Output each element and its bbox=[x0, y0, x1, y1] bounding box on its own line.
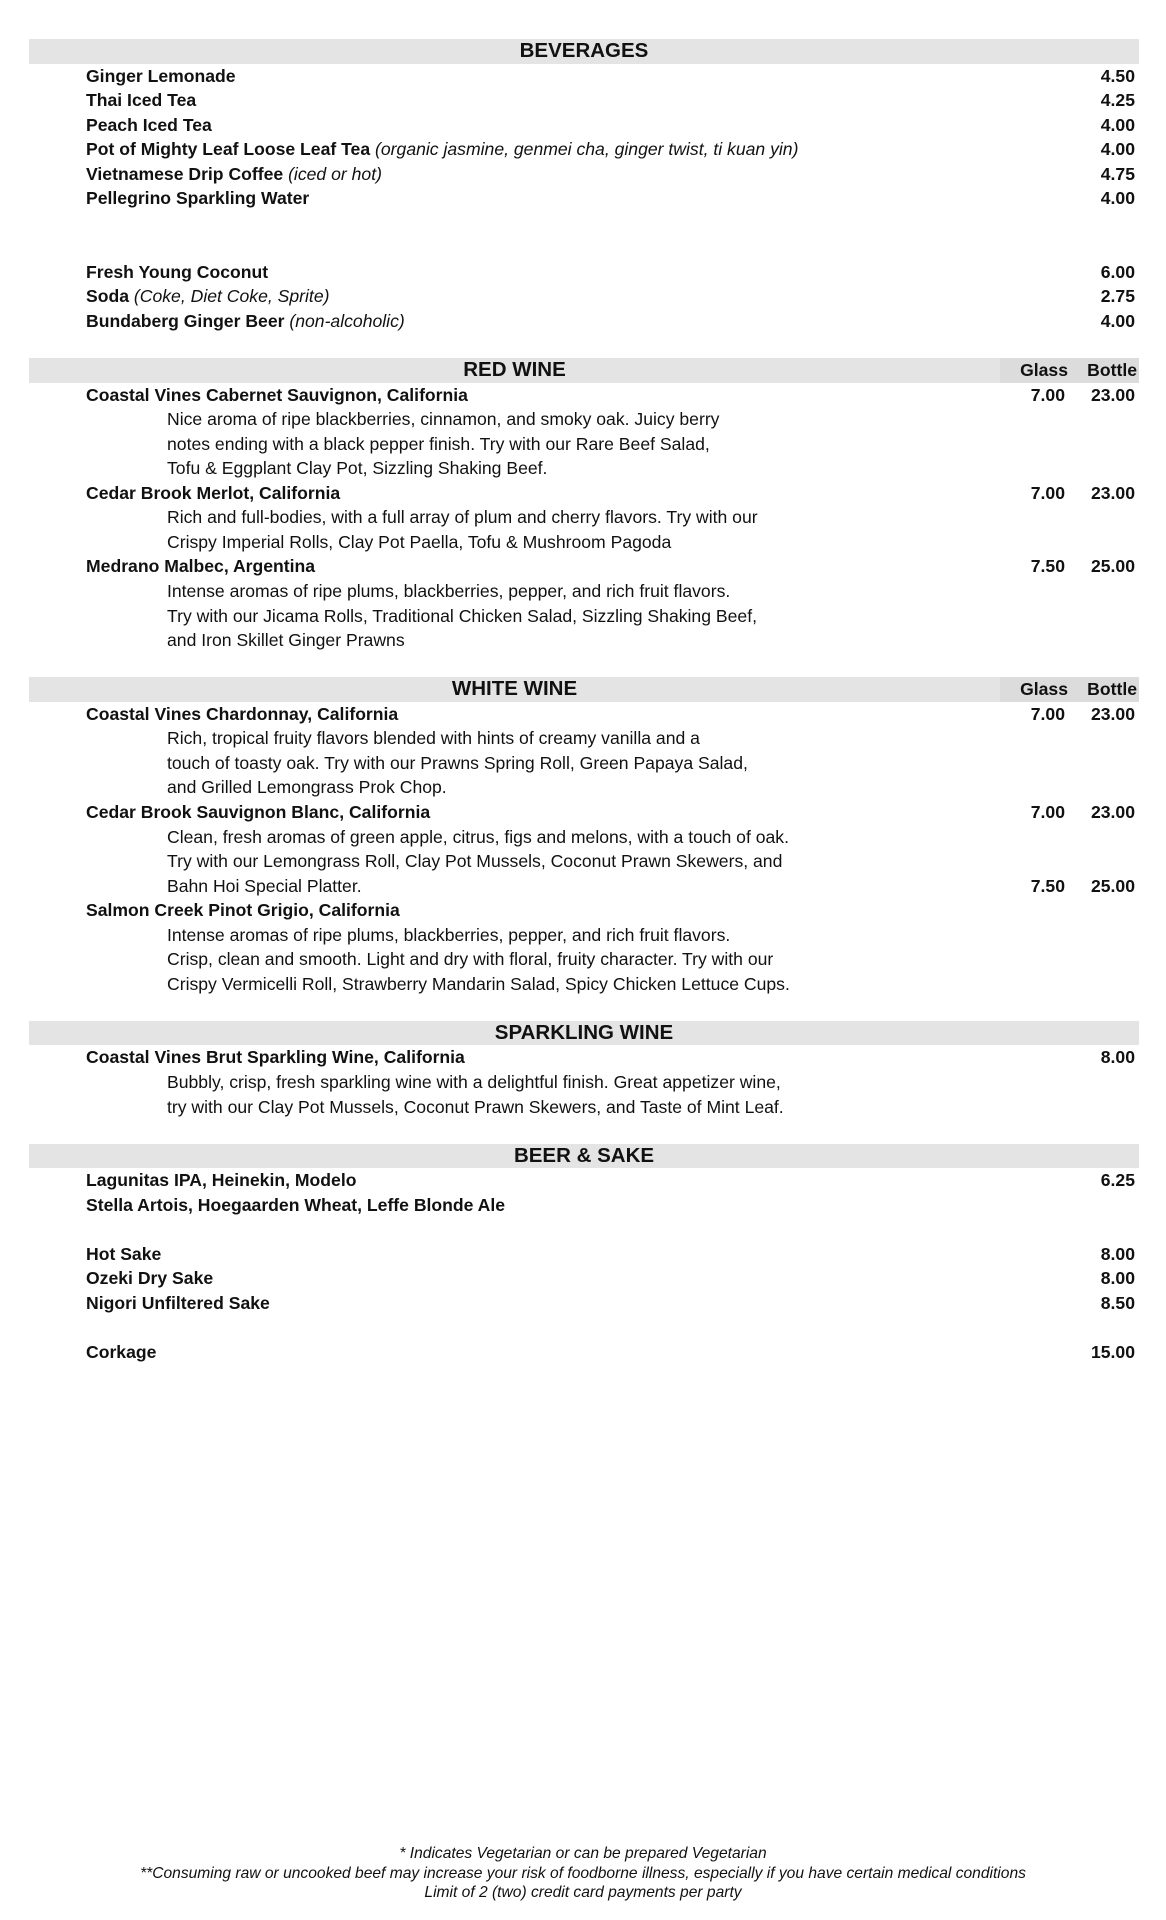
item-description-line bbox=[0, 923, 1166, 948]
description-text: try with our Clay Pot Mussels, Coconut Prawn Skewers, and Taste of Mint Leaf. bbox=[167, 1096, 784, 1117]
item-name-text: Stella Artois, Hoegaarden Wheat, Leffe Blonde Ale bbox=[86, 1194, 506, 1215]
glass-price: 7.50 bbox=[1030, 875, 1065, 896]
glass-column-header: Glass bbox=[1020, 679, 1068, 700]
price: 4.00 bbox=[1100, 114, 1135, 135]
item-name-text: Corkage bbox=[86, 1341, 157, 1362]
section-header bbox=[29, 1021, 1139, 1046]
item-name bbox=[86, 554, 315, 579]
item-description-line bbox=[0, 849, 1166, 874]
description-text: Rich and full-bodies, with a full array of plum and cherry flavors. Try with our bbox=[167, 507, 758, 528]
menu-item bbox=[0, 1340, 1166, 1365]
section-header bbox=[29, 358, 1139, 383]
spacer bbox=[0, 996, 1166, 1021]
menu-item bbox=[0, 481, 1166, 506]
menu-item bbox=[0, 1266, 1166, 1291]
item-description-line bbox=[0, 579, 1166, 604]
item-name-text: Bundaberg Ginger Beer bbox=[86, 311, 285, 332]
bottle-price: 25.00 bbox=[1090, 875, 1135, 896]
menu-item bbox=[0, 260, 1166, 285]
description-text: Nice aroma of ripe blackberries, cinnamon, and smoky oak. Juicy berry bbox=[167, 409, 720, 430]
spacer bbox=[0, 334, 1166, 359]
item-name bbox=[86, 260, 268, 285]
item-name bbox=[86, 88, 196, 113]
menu-item bbox=[0, 1193, 1166, 1218]
item-name bbox=[86, 1291, 270, 1316]
spacer bbox=[0, 211, 1166, 236]
menu-item bbox=[0, 309, 1166, 334]
description-text: Try with our Jicama Rolls, Traditional Chicken Salad, Sizzling Shaking Beef, bbox=[167, 605, 757, 626]
footer-notes bbox=[0, 1844, 1166, 1903]
menu-item bbox=[0, 1242, 1166, 1267]
item-name-text: Ozeki Dry Sake bbox=[86, 1268, 214, 1289]
spacer bbox=[0, 1217, 1166, 1242]
item-name bbox=[86, 284, 329, 309]
item-description-line bbox=[0, 456, 1166, 481]
item-note: (iced or hot) bbox=[288, 163, 382, 184]
description-text: Crisp, clean and smooth. Light and dry with floral, fruity character. Try with our bbox=[167, 949, 774, 970]
menu-item bbox=[0, 1291, 1166, 1316]
item-name-text: Lagunitas IPA, Heinekin, Modelo bbox=[86, 1170, 357, 1191]
item-name-text: Salmon Creek Pinot Grigio, California bbox=[86, 900, 400, 921]
menu-item bbox=[0, 1168, 1166, 1193]
menu-item bbox=[0, 88, 1166, 113]
item-description-line bbox=[0, 407, 1166, 432]
item-name-text: Pot of Mighty Leaf Loose Leaf Tea bbox=[86, 139, 371, 160]
menu-item bbox=[0, 1045, 1166, 1070]
item-name bbox=[86, 481, 340, 506]
glass-price: 7.00 bbox=[1030, 703, 1065, 724]
item-description-line bbox=[0, 432, 1166, 457]
description-text: Try with our Lemongrass Roll, Clay Pot Mussels, Coconut Prawn Skewers, and bbox=[167, 851, 783, 872]
menu-item bbox=[0, 898, 1166, 923]
description-text: Tofu & Eggplant Clay Pot, Sizzling Shaking Beef. bbox=[167, 458, 548, 479]
spacer bbox=[0, 1119, 1166, 1144]
item-name-text: Cedar Brook Sauvignon Blanc, California bbox=[86, 801, 431, 822]
section-title: BEER & SAKE bbox=[513, 1143, 655, 1167]
glass-price: 7.00 bbox=[1030, 384, 1065, 405]
glass-price: 7.50 bbox=[1030, 556, 1065, 577]
item-name bbox=[86, 1340, 156, 1365]
description-text: and Iron Skillet Ginger Prawns bbox=[167, 630, 405, 651]
glass-price: 7.00 bbox=[1030, 482, 1065, 503]
item-description-line bbox=[0, 628, 1166, 653]
bottle-price: 25.00 bbox=[1090, 556, 1135, 577]
description-text: Crispy Imperial Rolls, Clay Pot Paella, Tofu & Mushroom Pagoda bbox=[167, 531, 672, 552]
bottle-column-header: Bottle bbox=[1087, 679, 1137, 700]
item-name bbox=[86, 800, 430, 825]
item-name bbox=[86, 137, 798, 162]
item-name bbox=[86, 309, 405, 334]
drink-menu bbox=[0, 39, 1166, 1365]
payment-limit-note: Limit of 2 (two) credit card payments per party bbox=[424, 1884, 742, 1901]
item-name bbox=[86, 1193, 505, 1218]
section-title: RED WINE bbox=[463, 358, 566, 382]
menu-item bbox=[0, 137, 1166, 162]
item-name-text: Cedar Brook Merlot, California bbox=[86, 482, 341, 503]
item-description-line bbox=[0, 726, 1166, 751]
item-name bbox=[86, 1045, 465, 1070]
item-name-text: Thai Iced Tea bbox=[86, 90, 197, 111]
price: 2.75 bbox=[1100, 286, 1135, 307]
spacer bbox=[0, 653, 1166, 678]
glass-column-header: Glass bbox=[1020, 360, 1068, 381]
item-description-line bbox=[0, 947, 1166, 972]
item-name bbox=[86, 162, 382, 187]
description-text: Bubbly, crisp, fresh sparkling wine with a delightful finish. Great appetizer wine, bbox=[167, 1071, 781, 1092]
item-description-line bbox=[0, 775, 1166, 800]
item-name bbox=[86, 1242, 161, 1267]
item-name-text: Soda bbox=[86, 286, 130, 307]
item-name-text: Peach Iced Tea bbox=[86, 114, 212, 135]
item-name bbox=[86, 1266, 213, 1291]
item-note: (Coke, Diet Coke, Sprite) bbox=[133, 286, 330, 307]
spacer bbox=[0, 1315, 1166, 1340]
price: 4.50 bbox=[1100, 65, 1135, 86]
item-name bbox=[86, 64, 236, 89]
price: 6.00 bbox=[1100, 261, 1135, 282]
price: 8.00 bbox=[1100, 1047, 1135, 1068]
item-description-line bbox=[0, 874, 1166, 899]
section-title: BEVERAGES bbox=[519, 39, 649, 62]
item-name-text: Vietnamese Drip Coffee bbox=[86, 163, 284, 184]
description-text: touch of toasty oak. Try with our Prawns Spring Roll, Green Papaya Salad, bbox=[167, 752, 748, 773]
spacer bbox=[0, 235, 1166, 260]
price: 8.00 bbox=[1100, 1268, 1135, 1289]
description-text: Crispy Vermicelli Roll, Strawberry Mandarin Salad, Spicy Chicken Lettuce Cups. bbox=[167, 973, 790, 994]
bottle-column-header: Bottle bbox=[1087, 360, 1137, 381]
item-name-text: Hot Sake bbox=[86, 1243, 162, 1264]
description-text: Intense aromas of ripe plums, blackberries, pepper, and rich fruit flavors. bbox=[167, 581, 731, 602]
item-description-line bbox=[0, 1070, 1166, 1095]
item-name-text: Nigori Unfiltered Sake bbox=[86, 1292, 270, 1313]
item-name-text: Coastal Vines Chardonnay, California bbox=[86, 703, 399, 724]
item-name-text: Ginger Lemonade bbox=[86, 65, 236, 86]
item-description-line bbox=[0, 751, 1166, 776]
item-note: (organic jasmine, genmei cha, ginger twist, ti kuan yin) bbox=[375, 139, 799, 160]
price: 4.75 bbox=[1100, 163, 1135, 184]
description-text: notes ending with a black pepper finish. Try with our Rare Beef Salad, bbox=[167, 433, 710, 454]
item-name bbox=[86, 383, 468, 408]
price: 15.00 bbox=[1090, 1341, 1135, 1362]
item-name-text: Coastal Vines Brut Sparkling Wine, California bbox=[86, 1047, 465, 1068]
menu-item bbox=[0, 284, 1166, 309]
price: 4.00 bbox=[1100, 188, 1135, 209]
item-description-line bbox=[0, 530, 1166, 555]
menu-item bbox=[0, 383, 1166, 408]
price: 8.50 bbox=[1100, 1292, 1135, 1313]
item-note: (non-alcoholic) bbox=[289, 311, 405, 332]
item-name-text: Fresh Young Coconut bbox=[86, 261, 269, 282]
bottle-price: 23.00 bbox=[1090, 482, 1135, 503]
glass-price: 7.00 bbox=[1030, 801, 1065, 822]
item-description-line bbox=[0, 825, 1166, 850]
menu-item bbox=[0, 162, 1166, 187]
menu-item bbox=[0, 702, 1166, 727]
item-name-text: Coastal Vines Cabernet Sauvignon, California bbox=[86, 384, 468, 405]
item-description-line bbox=[0, 604, 1166, 629]
menu-item bbox=[0, 554, 1166, 579]
item-name bbox=[86, 113, 212, 138]
item-name bbox=[86, 1168, 356, 1193]
menu-item bbox=[0, 64, 1166, 89]
description-text: Rich, tropical fruity flavors blended with hints of creamy vanilla and a bbox=[167, 728, 700, 749]
vegetarian-note: * Indicates Vegetarian or can be prepared Vegetarian bbox=[399, 1845, 767, 1862]
price: 4.25 bbox=[1100, 90, 1135, 111]
item-name-text: Pellegrino Sparkling Water bbox=[86, 188, 310, 209]
description-text: Intense aromas of ripe plums, blackberries, pepper, and rich fruit flavors. bbox=[167, 924, 731, 945]
description-text: and Grilled Lemongrass Prok Chop. bbox=[167, 777, 447, 798]
item-description-line bbox=[0, 505, 1166, 530]
item-name bbox=[86, 702, 398, 727]
bottle-price: 23.00 bbox=[1090, 384, 1135, 405]
bottle-price: 23.00 bbox=[1090, 801, 1135, 822]
item-name bbox=[86, 898, 400, 923]
price: 4.00 bbox=[1100, 311, 1135, 332]
menu-item bbox=[0, 186, 1166, 211]
menu-item bbox=[0, 113, 1166, 138]
price: 4.00 bbox=[1100, 139, 1135, 160]
price: 8.00 bbox=[1100, 1243, 1135, 1264]
bottle-price: 23.00 bbox=[1090, 703, 1135, 724]
menu-item bbox=[0, 800, 1166, 825]
raw-beef-warning: **Consuming raw or uncooked beef may increase your risk of foodborne illness, especially if you have certain medical conditions bbox=[140, 1864, 1026, 1882]
item-name bbox=[86, 186, 309, 211]
section-title: WHITE WINE bbox=[451, 677, 578, 701]
item-description-line bbox=[0, 1095, 1166, 1120]
section-header bbox=[29, 677, 1139, 702]
section-header bbox=[29, 39, 1139, 64]
item-name-text: Medrano Malbec, Argentina bbox=[86, 556, 316, 577]
description-text: Clean, fresh aromas of green apple, citrus, figs and melons, with a touch of oak. bbox=[167, 826, 789, 847]
section-title: SPARKLING WINE bbox=[494, 1020, 674, 1044]
item-description-line bbox=[0, 972, 1166, 997]
description-text: Bahn Hoi Special Platter. bbox=[167, 875, 362, 896]
section-header bbox=[29, 1144, 1139, 1169]
price: 6.25 bbox=[1100, 1170, 1135, 1191]
